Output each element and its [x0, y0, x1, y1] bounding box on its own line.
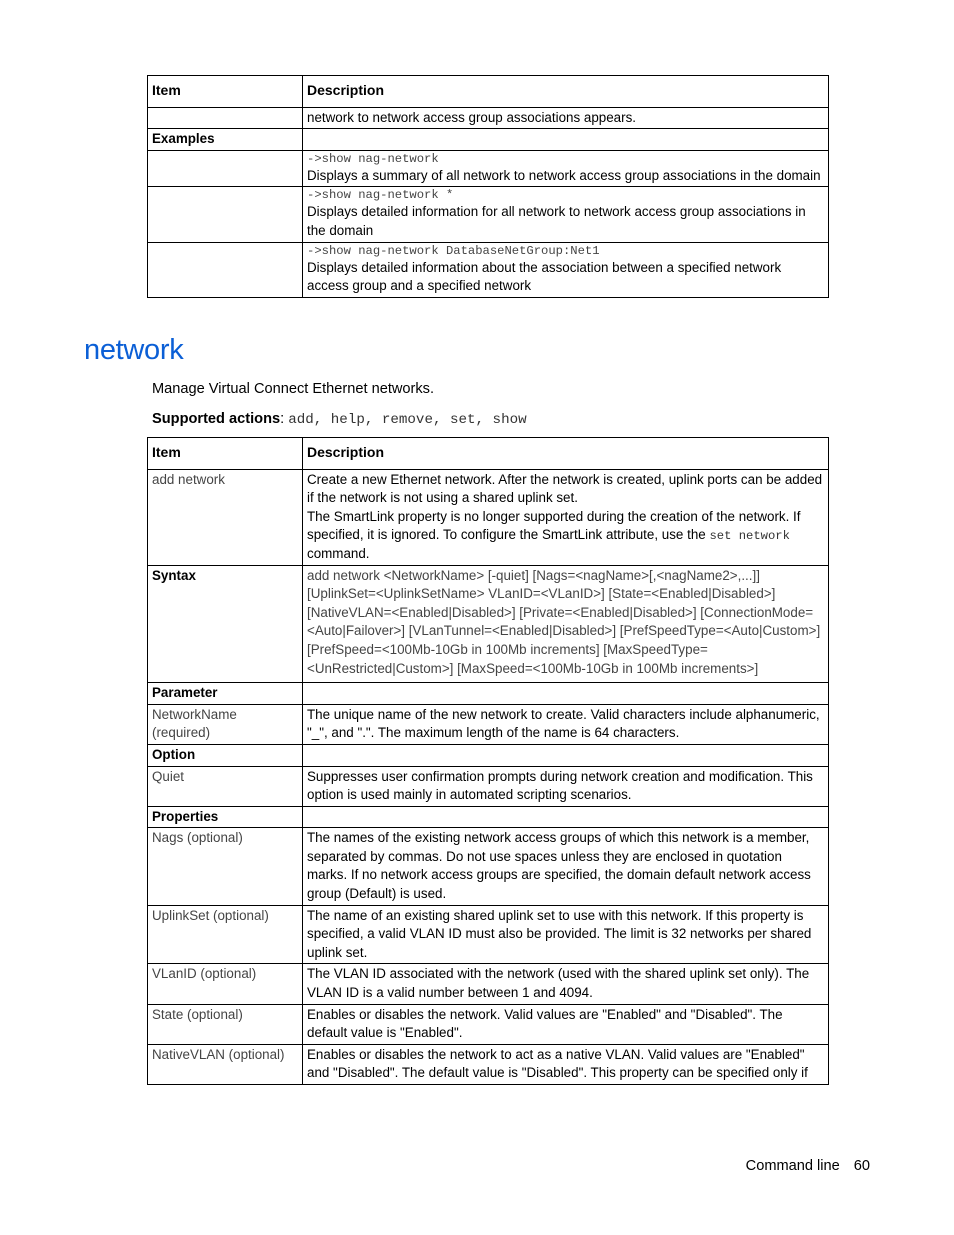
supported-actions-values: add, help, remove, set, show — [288, 412, 527, 428]
table-header-row — [148, 438, 829, 470]
syntax-row — [148, 565, 829, 683]
syntax-text: add network <NetworkName> [-quiet] [Nags=<nagName>[,<nagName2>,...]] [UplinkSet=<UplinkSetName> VLanID=<VLanID>] [State=<Enabled|Disabled>] [NativeVLAN=<Enabled|Disabled>] [Private=<Enabled|Disabled>] [ConnectionMode=<Auto|Failover>] [VLanTunnel=<Enabled|Disabled>] [PrefSpeedType=<Auto|Custom>] [PrefSpeed=<100Mb-10Gb in 100Mb increments] [MaxSpeedType=<UnRestricted|Custom>] [MaxSpeed=<100Mb-10Gb in 100Mb increments>] — [303, 565, 829, 683]
parameter-name: NetworkName (required) — [148, 704, 303, 744]
properties-label: Properties — [148, 806, 303, 828]
example-row — [148, 242, 829, 297]
section-row-parameter — [148, 683, 829, 705]
property-description: The names of the existing network access groups of which this network is a member, separated by commas. Do not use spaces unless they are enclosed in quotation marks. If no network access groups are specified, the domain default network access group (Default) is used. — [303, 828, 829, 905]
section-row-examples — [148, 129, 829, 151]
item-cell — [148, 107, 303, 129]
supported-actions: Supported actions: add, help, remove, set, show — [152, 411, 527, 428]
smartlink-note-command: set network — [709, 529, 790, 544]
header-item: Item — [148, 76, 303, 108]
example-command: ->show nag-network DatabaseNetGroup:Net1 — [307, 243, 600, 258]
syntax-label: Syntax — [148, 565, 303, 683]
property-row — [148, 964, 829, 1004]
example-cell — [303, 187, 829, 242]
smartlink-note-text: The SmartLink property is no longer supported during the creation of the network. If specified, it is ignored. To configure the SmartLink attribute, use the — [307, 508, 801, 543]
example-cell — [303, 242, 829, 297]
examples-label: Examples — [148, 129, 303, 151]
option-label: Option — [148, 744, 303, 766]
property-name: Nags (optional) — [148, 828, 303, 905]
example-cell — [303, 150, 829, 187]
option-description: Suppresses user confirmation prompts during network creation and modification. This option is used mainly in automated scripting scenarios. — [303, 766, 829, 806]
footer-label: Command line — [745, 1158, 840, 1174]
property-row — [148, 905, 829, 964]
item-cell — [148, 187, 303, 242]
page-number: 60 — [853, 1158, 870, 1174]
property-description: Enables or disables the network. Valid values are "Enabled" and "Disabled". The default value is "Enabled". — [303, 1004, 829, 1044]
example-row — [148, 150, 829, 187]
description-cell — [303, 129, 829, 151]
parameter-row — [148, 704, 829, 744]
property-name: UplinkSet (optional) — [148, 905, 303, 964]
smartlink-note — [307, 508, 824, 564]
table-header-row — [148, 76, 829, 108]
add-network-row — [148, 469, 829, 565]
description-cell — [303, 469, 829, 565]
property-description: The name of an existing shared uplink set to use with this network. If this property is specified, a valid VLAN ID must also be provided. The limit is 32 networks per shared uplink set. — [303, 905, 829, 964]
option-name: Quiet — [148, 766, 303, 806]
section-title: network — [84, 334, 184, 366]
section-row-properties — [148, 806, 829, 828]
description-cell: network to network access group associations appears. — [303, 107, 829, 129]
example-text: Displays detailed information for all network to network access group associations in the domain — [307, 204, 806, 238]
smartlink-note-end: command. — [307, 545, 370, 561]
header-item: Item — [148, 438, 303, 470]
property-row — [148, 1044, 829, 1084]
property-description: The VLAN ID associated with the network (used with the shared uplink set only). The VLAN ID is a valid number between 1 and 4094. — [303, 964, 829, 1004]
property-description: Enables or disables the network to act as a native VLAN. Valid values are "Enabled" and "Disabled". The default value is "Disabled". This property can be specified only if — [303, 1044, 829, 1084]
add-description: Create a new Ethernet network. After the network is created, uplink ports can be added if the network is not using a shared uplink set. — [307, 471, 823, 506]
example-command: ->show nag-network * — [307, 188, 454, 203]
property-row — [148, 1004, 829, 1044]
example-text: Displays detailed information about the association between a specified network access group and a specified network — [307, 259, 782, 294]
supported-actions-label: Supported actions — [152, 411, 281, 427]
item-cell — [148, 150, 303, 187]
section-intro: Manage Virtual Connect Ethernet networks. — [152, 381, 435, 397]
property-row — [148, 828, 829, 905]
example-command: ->show nag-network — [307, 151, 439, 166]
parameter-description: The unique name of the new network to create. Valid characters include alphanumeric, "_", and ".". The maximum length of the name is 64 characters. — [303, 704, 829, 744]
example-row — [148, 187, 829, 242]
table-row — [148, 107, 829, 129]
property-name: NativeVLAN (optional) — [148, 1044, 303, 1084]
description-cell — [303, 744, 829, 766]
page-footer — [746, 1158, 870, 1174]
description-cell — [303, 806, 829, 828]
section-row-option — [148, 744, 829, 766]
header-description: Description — [303, 76, 829, 108]
property-name: VLanID (optional) — [148, 964, 303, 1004]
network-table — [147, 437, 829, 1085]
nag-network-table — [147, 75, 829, 298]
item-cell — [148, 242, 303, 297]
property-name: State (optional) — [148, 1004, 303, 1044]
description-cell — [303, 683, 829, 705]
option-row — [148, 766, 829, 806]
item-cell: add network — [148, 469, 303, 565]
header-description: Description — [303, 438, 829, 470]
example-text: Displays a summary of all network to network access group associations in the domain — [307, 167, 821, 183]
parameter-label: Parameter — [148, 683, 303, 705]
